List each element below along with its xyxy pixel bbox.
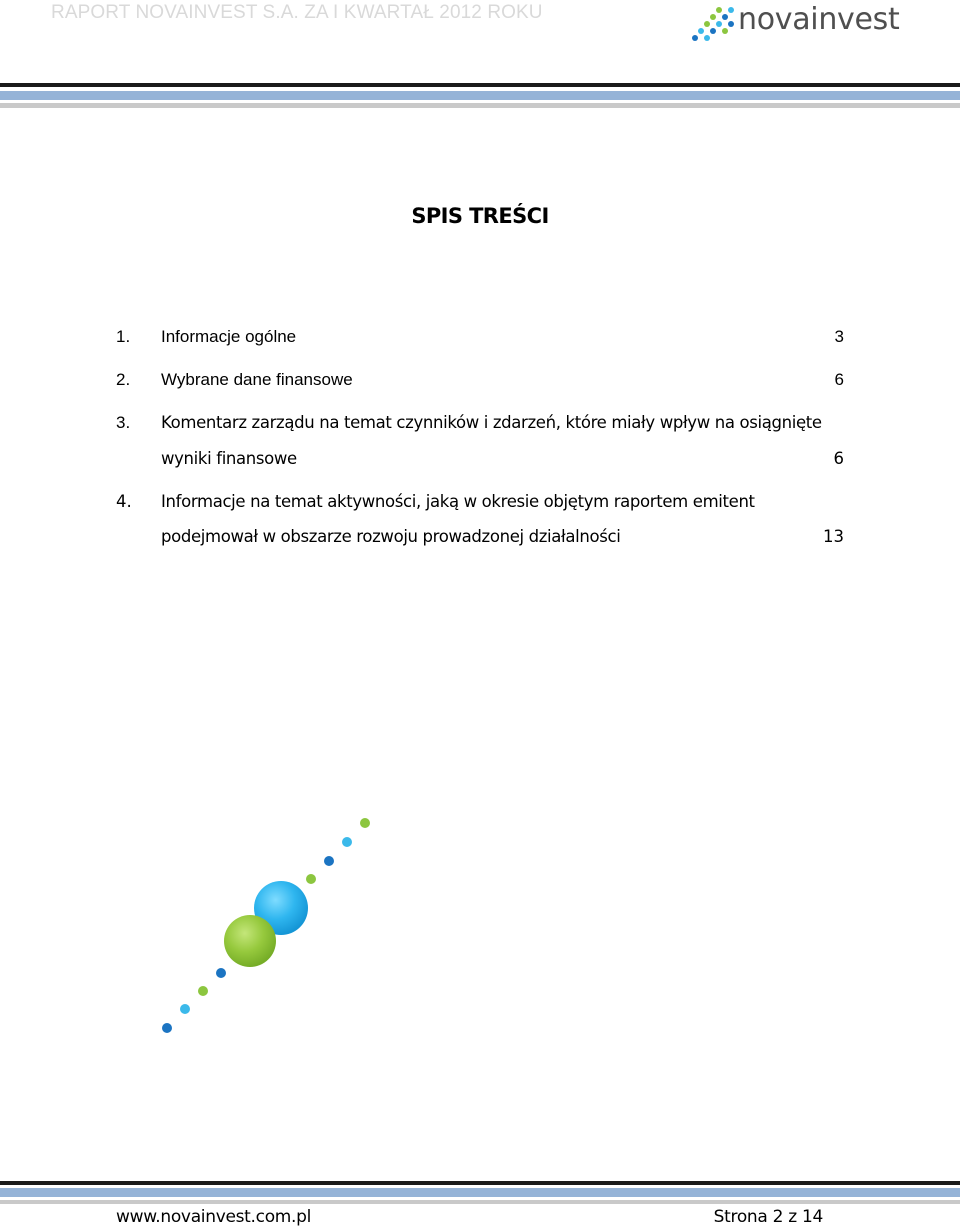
dot	[342, 837, 352, 847]
footer-page-number: Strona 2 z 14	[713, 1207, 823, 1227]
toc-entry-number: 1.	[116, 327, 131, 346]
header-rule-grey	[0, 103, 960, 108]
logo-dots-icon	[690, 2, 736, 44]
toc-entry-title-continued: wyniki finansowe	[161, 449, 297, 468]
toc-entry-title: Komentarz zarządu na temat czynników i zdarzeń, które miały wpływ na osiągnięte	[161, 413, 822, 432]
dot	[324, 856, 334, 866]
header-rule-black	[0, 83, 960, 87]
decorative-dots-graphic	[110, 775, 410, 1065]
toc-entry-title: Informacje ogólne	[161, 327, 297, 346]
toc-entry-page: 6	[834, 370, 844, 389]
footer-website-link[interactable]: www.novainvest.com.pl	[116, 1207, 312, 1227]
footer-rule-blue	[0, 1188, 960, 1197]
company-logo	[690, 2, 900, 44]
dot	[216, 968, 226, 978]
footer-rule-grey	[0, 1200, 960, 1204]
footer-rule-black	[0, 1181, 960, 1185]
report-header-title: RAPORT NOVAINVEST S.A. ZA I KWARTAŁ 2012 ROKU	[51, 2, 543, 23]
toc-entry-title: Wybrane dane finansowe	[161, 370, 353, 389]
toc-entry-number: 4.	[116, 492, 132, 511]
toc-entry-number: 2.	[116, 370, 131, 389]
toc-entry-title-continued: podejmował w obszarze rozwoju prowadzonej działalności	[161, 527, 621, 546]
toc-entry-page: 13	[823, 527, 844, 546]
toc-entry-page: 3	[834, 327, 844, 346]
dot	[198, 986, 208, 996]
header-rule-blue	[0, 91, 960, 100]
toc-entry-title: Informacje na temat aktywności, jaką w okresie objętym raportem emitent	[161, 492, 755, 511]
dot	[306, 874, 316, 884]
toc-entry-page: 6	[833, 449, 844, 468]
dot-large-green	[224, 915, 276, 967]
dot	[360, 818, 370, 828]
dot	[162, 1023, 172, 1033]
toc-entry-number: 3.	[116, 413, 131, 432]
table-of-contents-title: SPIS TREŚCI	[411, 204, 549, 228]
logo-wordmark: novainvest	[738, 2, 900, 37]
dot	[180, 1004, 190, 1014]
